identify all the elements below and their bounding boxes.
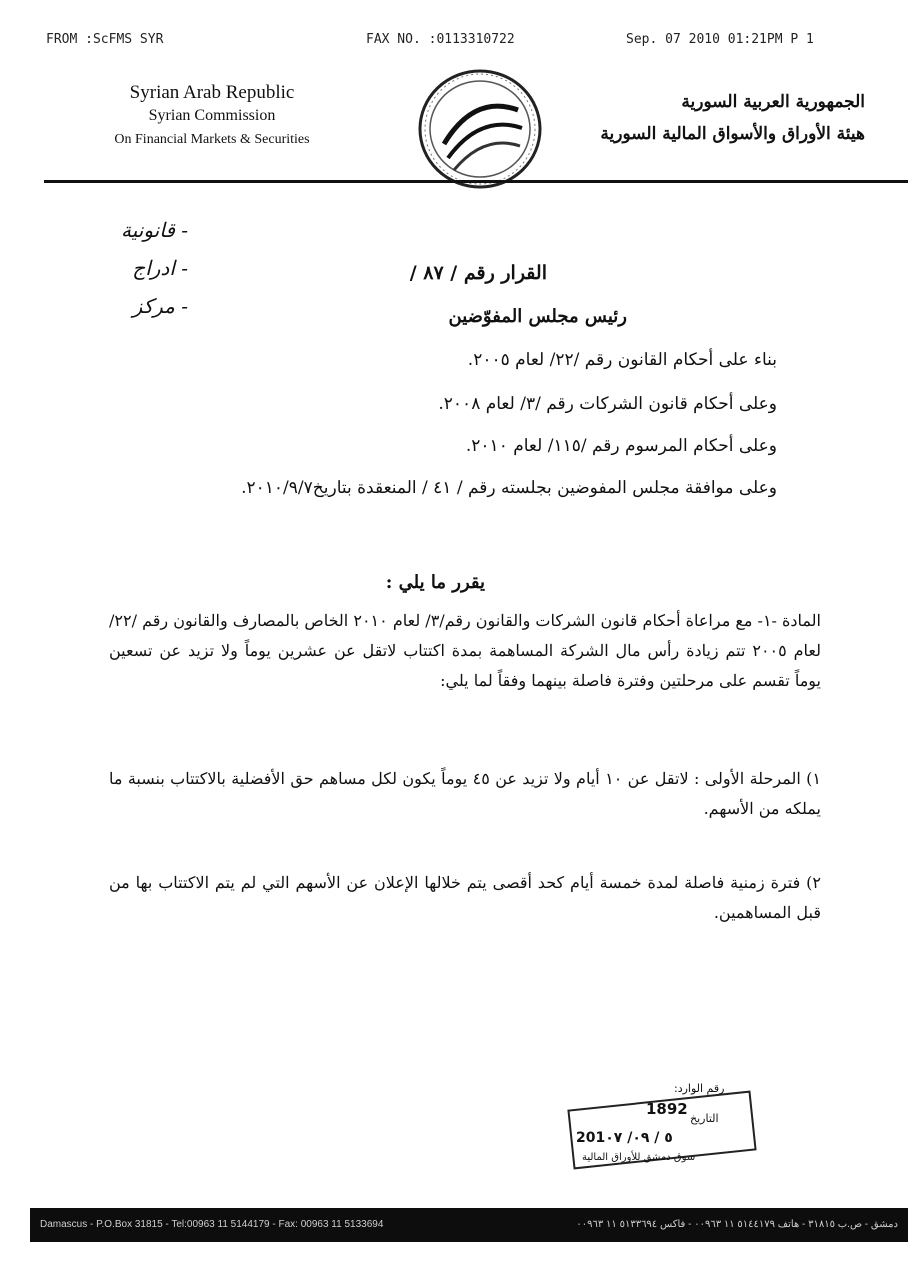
article-1-text: المادة -١- مع مراعاة أحكام قانون الشركات والقانون رقم/٣/ لعام ٢٠١٠ الخاص بالمصارف والقانون رقم /٢٢/ لعام ٢٠٠٥ تتم زيادة رأس مال الشركة المساهمة بمدة اكتتاب لاتقل عن عشرين يوماً ولا تزيد عن تسعين يوماً تقسم على مرحلتين وفترة فاصلة بينهما وفقاً لما يلي: bbox=[109, 611, 822, 690]
letterhead-ar-line2: هيئة الأوراق والأسواق المالية السورية bbox=[600, 124, 865, 144]
stamp-number: 1892 bbox=[646, 1100, 688, 1118]
footer-contact-ar: دمشق - ص.ب ٣١٨١٥ - هاتف ٥١٤٤١٧٩ ١١ ٠٠٩٦٣ - فاكس ٥١٣٣٦٩٤ ١١ ٠٠٩٦٣ bbox=[576, 1219, 898, 1230]
basis-line-4: وعلى موافقة مجلس المفوضين بجلسته رقم / ٤١ / المنعقدة بتاريخ٢٠١٠/٩/٧. bbox=[241, 478, 777, 498]
footer-contact-en: Damascus - P.O.Box 31815 - Tel:00963 11 5144179 - Fax: 00963 11 5133694 bbox=[40, 1219, 384, 1230]
handwritten-note-2: - ادراج bbox=[132, 256, 188, 280]
letterhead-ar-line1: الجمهورية العربية السورية bbox=[681, 92, 865, 112]
basis-line-1: بناء على أحكام القانون رقم /٢٢/ لعام ٢٠٠٥. bbox=[467, 350, 777, 370]
fax-number: FAX NO. :0113310722 bbox=[366, 32, 515, 47]
basis-line-3: وعلى أحكام المرسوم رقم /١١٥/ لعام ٢٠١٠. bbox=[465, 436, 777, 456]
commission-logo-seal bbox=[414, 66, 546, 192]
fax-from: FROM :ScFMS SYR bbox=[46, 32, 164, 47]
stamp-number-label: رقم الوارد: bbox=[674, 1082, 725, 1095]
handwritten-note-1: - قانونية bbox=[121, 218, 188, 242]
decision-subtitle: رئيس مجلس المفوّضين bbox=[448, 306, 627, 327]
header-divider bbox=[44, 180, 908, 183]
letterhead-en-line2: Syrian Commission bbox=[148, 107, 276, 124]
incoming-stamp bbox=[562, 1082, 762, 1174]
article-1-item-2: ٢) فترة زمنية فاصلة لمدة خمسة أيام كحد أقصى يتم خلالها الإعلان عن الأسهم التي لم يتم الاكتتاب بها من قبل المساهمين. bbox=[109, 873, 821, 922]
letterhead-en-line1: Syrian Arab Republic bbox=[129, 82, 295, 103]
decides-heading: يقرر ما يلي : bbox=[385, 572, 485, 593]
handwritten-note-3: - مركز bbox=[132, 294, 188, 318]
fax-date: Sep. 07 2010 01:21PM P 1 bbox=[626, 32, 814, 47]
decision-title: القرار رقم / ٨٧ / bbox=[409, 262, 547, 284]
stamp-date-label: التاريخ bbox=[690, 1112, 719, 1125]
basis-line-2: وعلى أحكام قانون الشركات رقم /٣/ لعام ٢٠٠٨. bbox=[438, 394, 777, 414]
article-1-item-1: ١) المرحلة الأولى : لاتقل عن ١٠ أيام ولا تزيد عن ٤٥ يوماً يكون لكل مساهم حق الأفضلية بالاكتتاب بنسبة ما يملكه من الأسهم. bbox=[109, 769, 821, 818]
footer-contact-band bbox=[30, 1208, 908, 1242]
stamp-date: 201٥ / ٠٩/ ٠٧ bbox=[576, 1130, 673, 1146]
stamp-organization: سوق دمشق للأوراق المالية bbox=[582, 1152, 696, 1163]
letterhead-en-line3: On Financial Markets & Securities bbox=[114, 132, 310, 147]
